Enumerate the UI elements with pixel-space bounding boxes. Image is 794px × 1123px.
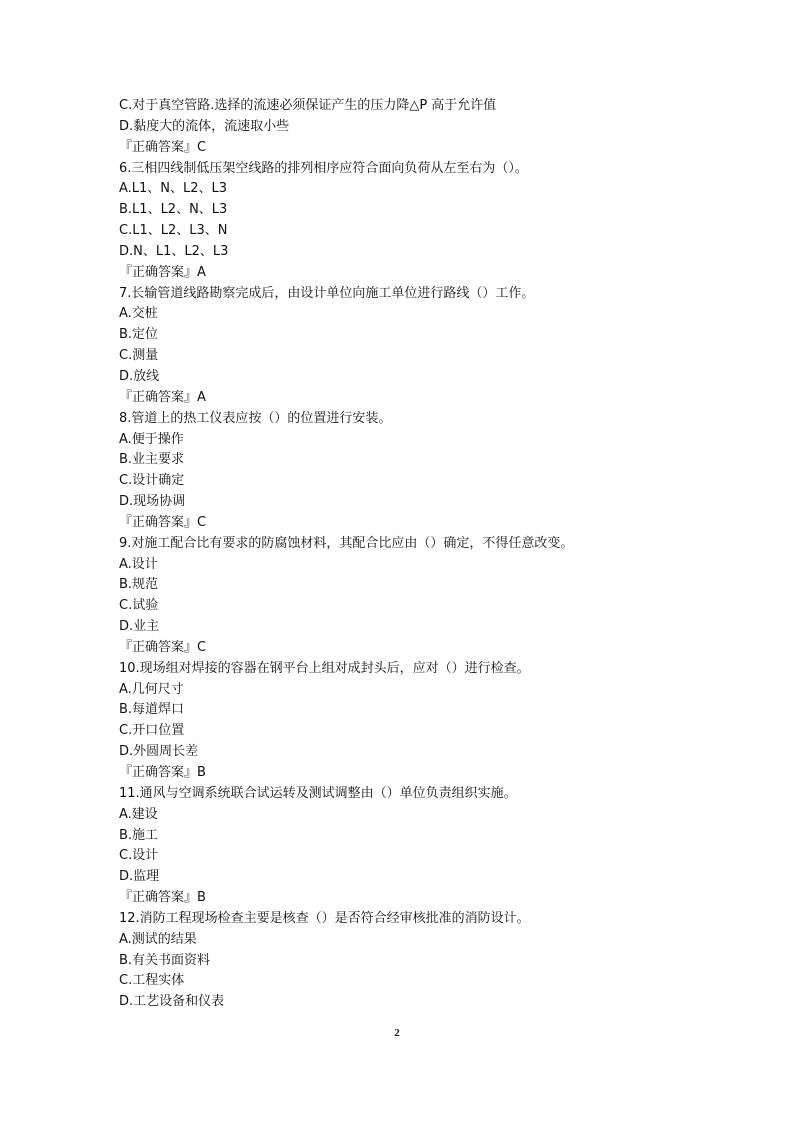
option-line: D.工艺设备和仪表 (119, 994, 225, 1010)
option-line: B.每道焊口 (119, 702, 185, 718)
option-line: C.测量 (119, 348, 159, 364)
question-line: 9.对施工配合比有要求的防腐蚀材料，其配合比应由（）确定，不得任意改变。 (119, 535, 574, 551)
option-line: C.L1、L2、L3、N (119, 223, 228, 239)
option-line: C.对于真空管路.选择的流速必须保证产生的压力降△P 高于允许值 (119, 98, 497, 113)
option-line: D.监理 (119, 869, 160, 885)
option-line: A.便于操作 (119, 431, 184, 447)
option-line: B.施工 (119, 827, 159, 843)
answer-line: 『正确答案』C (119, 514, 207, 530)
option-line: B.定位 (119, 327, 159, 343)
option-line: D.现场协调 (119, 494, 186, 510)
option-line: B.业主要求 (119, 452, 185, 468)
answer-line: 『正确答案』B (119, 765, 206, 780)
question-line: 12.消防工程现场检查主要是核查（）是否符合经审核批准的消防设计。 (119, 910, 530, 926)
option-line: D.N、L1、L2、L3 (119, 243, 229, 259)
option-line: A.几何尺寸 (119, 681, 184, 697)
option-line: A.测试的结果 (119, 931, 197, 947)
option-line: A.交桩 (119, 306, 158, 322)
question-line: 6.三相四线制低压架空线路的排列相序应符合面向负荷从左至右为（）。 (119, 160, 528, 176)
option-line: B.有关书面资料 (119, 952, 211, 968)
option-line: D.业主 (119, 619, 160, 635)
answer-line: 『正确答案』C (119, 139, 207, 155)
option-line: D.黏度大的流体，流速取小些 (119, 118, 290, 134)
option-line: C.工程实体 (119, 973, 185, 989)
question-line: 7.长输管道线路勘察完成后，由设计单位向施工单位进行路线（）工作。 (119, 285, 535, 301)
question-line: 10.现场组对焊接的容器在钢平台上组对成封头后，应对（）进行检查。 (119, 660, 530, 676)
option-line: C.开口位置 (119, 723, 185, 739)
option-line: C.设计 (119, 848, 159, 864)
page-number: 2 (394, 1027, 400, 1039)
option-line: B.规范 (119, 577, 159, 593)
option-line: D.外圆周长差 (119, 744, 199, 760)
answer-line: 『正确答案』C (119, 639, 207, 655)
question-line: 11.通风与空调系统联合试运转及测试调整由（）单位负责组织实施。 (119, 785, 517, 801)
answer-line: 『正确答案』B (119, 890, 206, 906)
answer-line: 『正确答案』A (119, 264, 206, 280)
option-line: B.L1、L2、N、L3 (119, 202, 228, 218)
question-list (119, 96, 719, 1013)
question-line: 8.管道上的热工仪表应按（）的位置进行安装。 (119, 410, 392, 426)
option-line: A.L1、N、L2、L3 (119, 181, 228, 197)
option-line: C.试验 (119, 598, 159, 614)
answer-line: 『正确答案』A (119, 389, 206, 405)
option-line: A.设计 (119, 556, 158, 572)
option-line: A.建设 (119, 806, 158, 822)
option-line: C.设计确定 (119, 473, 185, 489)
option-line: D.放线 (119, 368, 160, 384)
